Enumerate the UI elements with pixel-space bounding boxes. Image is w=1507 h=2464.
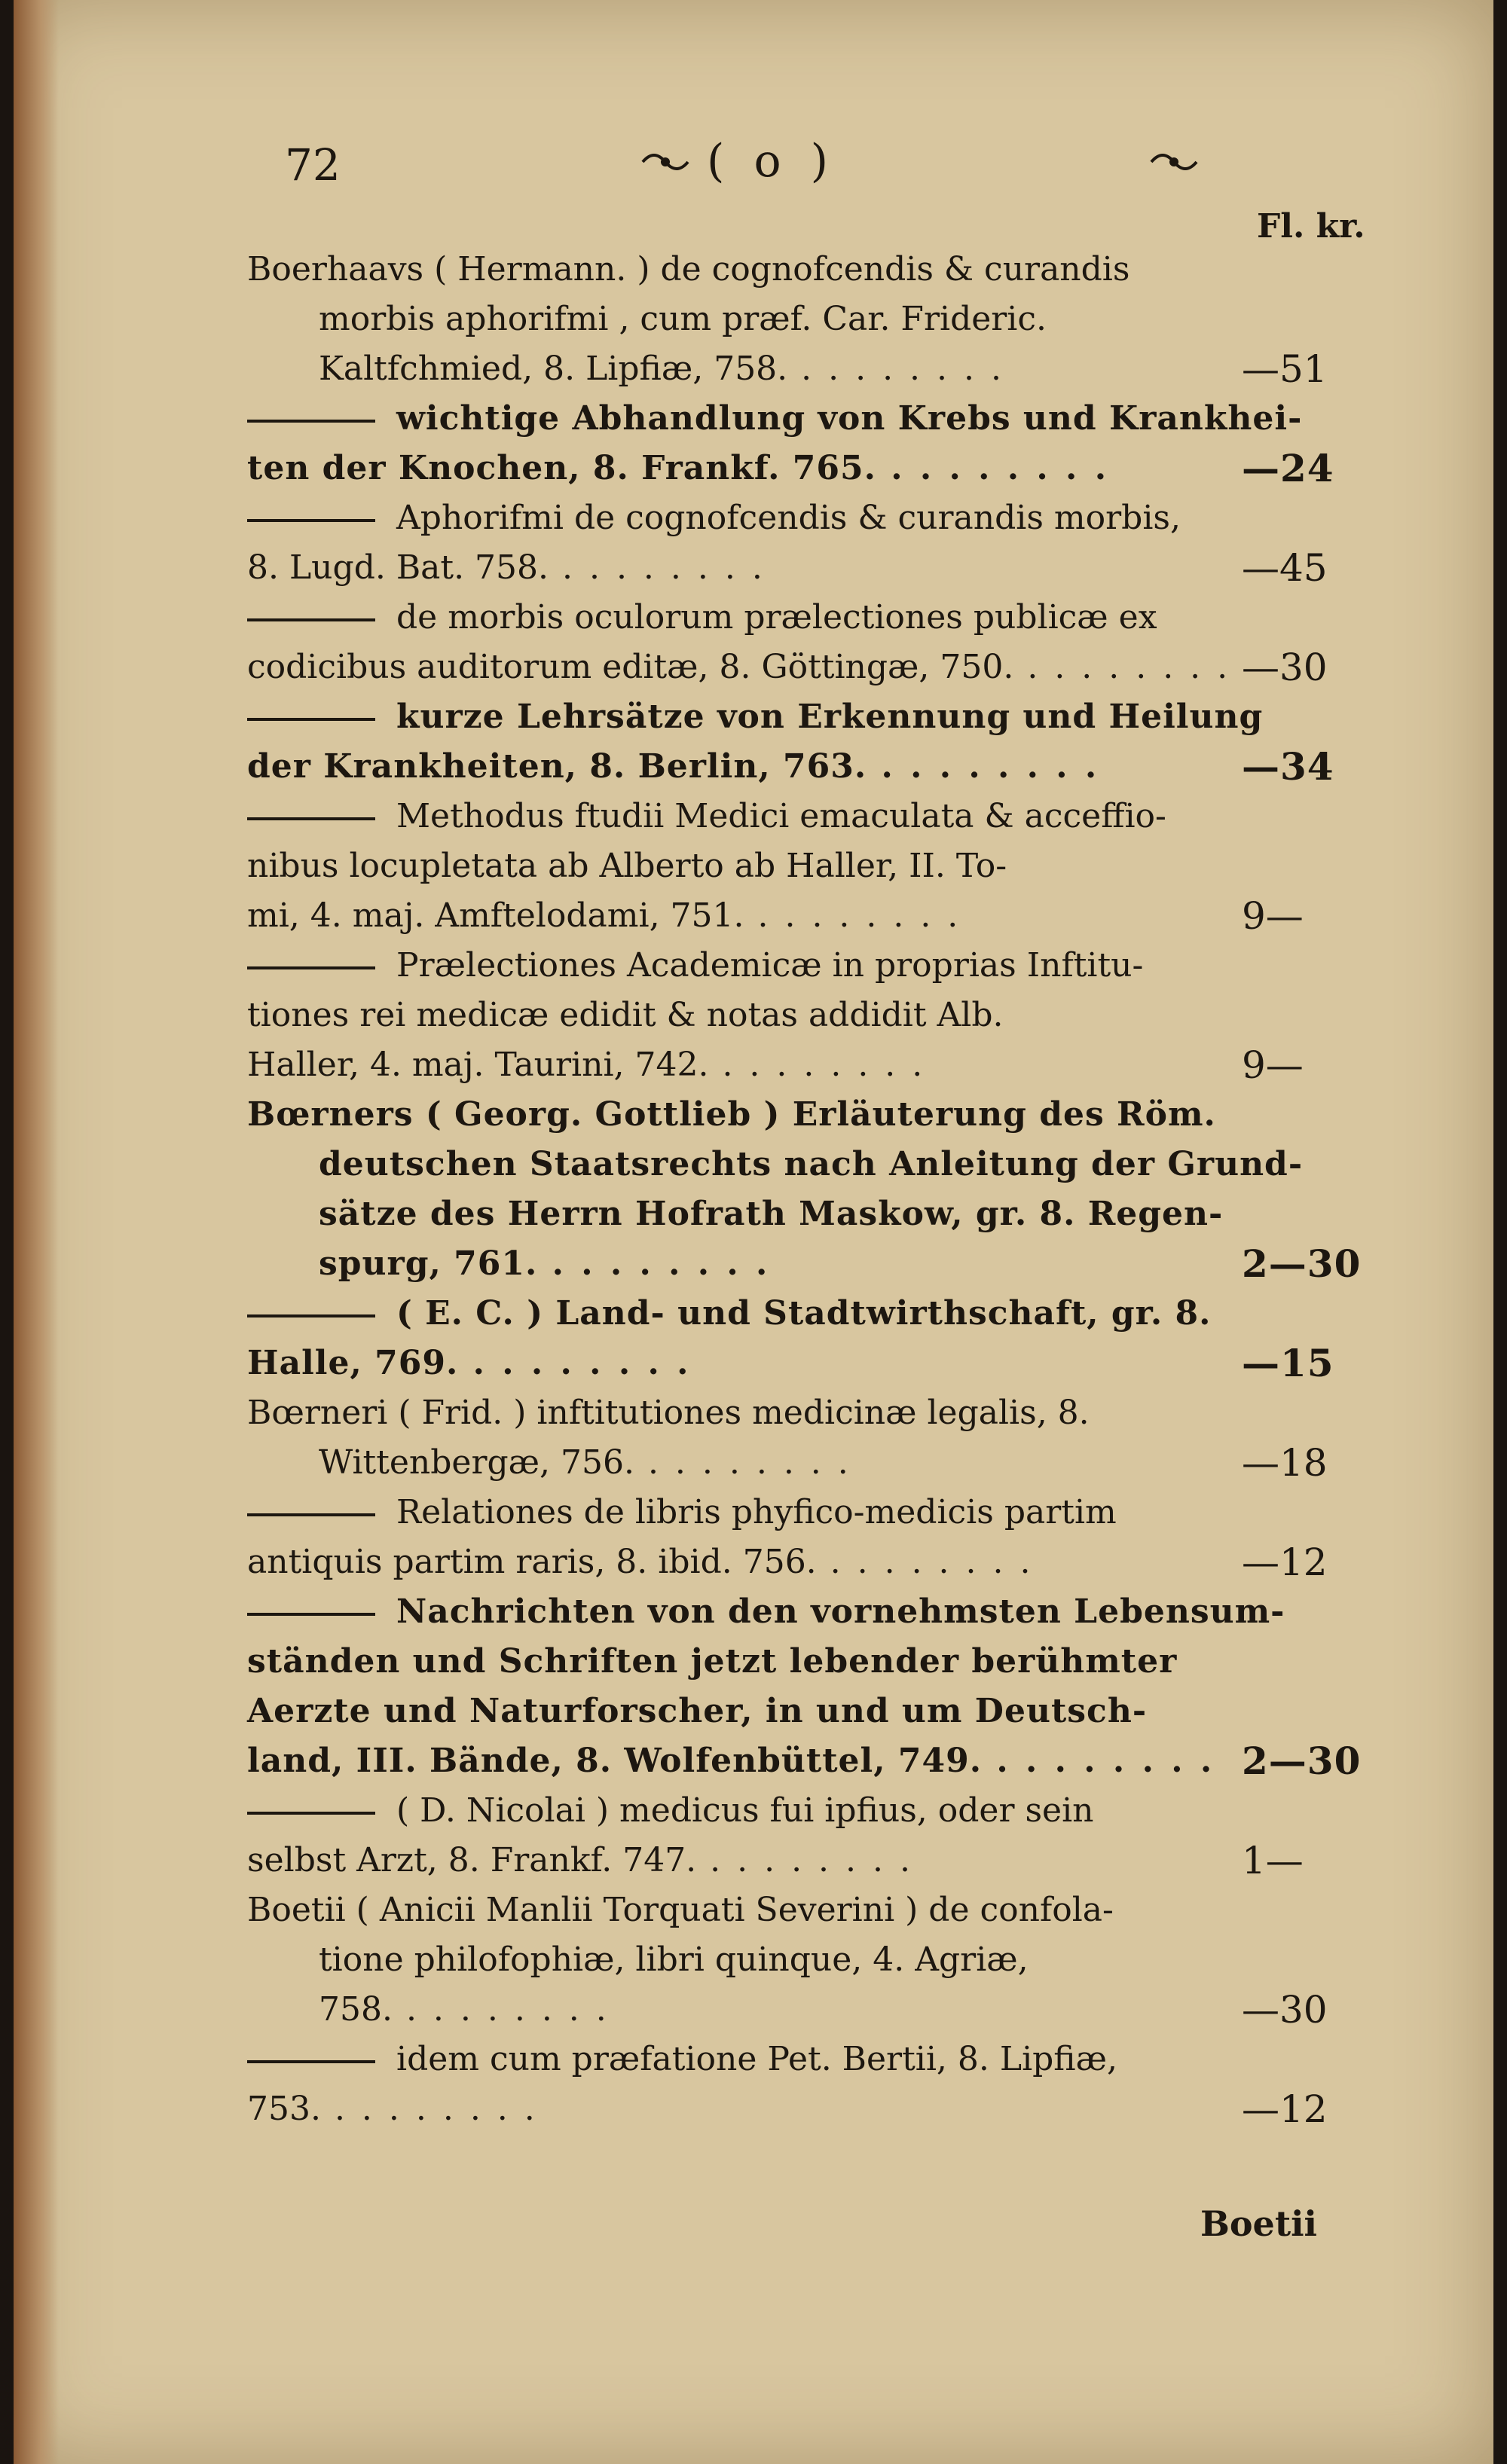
leader-dots: . . . . . . . . — [696, 1841, 913, 1879]
entry-line — [247, 1239, 1377, 1289]
entry-line — [247, 1289, 1377, 1339]
entry-text: 8. Lugd. Bat. 758. — [247, 548, 549, 587]
entry-price: 2—30 — [1242, 1739, 1362, 1783]
entry-price: —45 — [1242, 546, 1328, 590]
leader-dots: . . . . . . . . — [634, 1443, 851, 1482]
ditto-dash — [247, 966, 375, 969]
entry-line — [247, 1090, 1377, 1140]
entry-text: ( E. C. ) Land- und Stadtwirthschaft, gr. 8. — [396, 1294, 1212, 1333]
entry-line — [247, 891, 1377, 941]
entry-line — [247, 1935, 1377, 1985]
leader-dots: . . . . . . . . — [876, 449, 1110, 487]
entry-line — [247, 1438, 1377, 1488]
catalog-entry — [247, 1885, 1377, 2035]
entry-line — [247, 1786, 1377, 1836]
entry-line — [247, 2035, 1377, 2084]
catalog-entry — [247, 1090, 1377, 1289]
entry-price: 9— — [1242, 1043, 1304, 1087]
catalog-entry — [247, 493, 1377, 593]
catalog-entry — [247, 941, 1377, 1090]
entry-line — [247, 344, 1377, 394]
entry-text: morbis aphorifmi , cum præf. Car. Frideric. — [319, 300, 1047, 338]
entry-text: mi, 4. maj. Amftelodami, 751. — [247, 896, 744, 935]
currency-header: Fl. kr. — [1257, 207, 1365, 246]
entry-text: ten der Knochen, 8. Frankf. 765. — [247, 449, 876, 487]
entry-text: wichtige Abhandlung von Krebs und Krankhei- — [396, 399, 1303, 438]
running-head: ( o ) — [707, 135, 836, 188]
page-header — [285, 132, 1038, 200]
entry-line — [247, 1985, 1377, 2035]
entry-line — [247, 2084, 1377, 2134]
leader-dots: . . . . . . . . — [1013, 648, 1231, 686]
ditto-dash — [247, 519, 375, 522]
catalog-entry — [247, 245, 1377, 394]
catalog-entry — [247, 1388, 1377, 1488]
entry-text: Halle, 769. — [247, 1344, 459, 1382]
ditto-dash — [247, 718, 375, 721]
entry-line — [247, 394, 1377, 444]
ditto-dash — [247, 1314, 375, 1317]
entry-text: selbst Arzt, 8. Frankf. 747. — [247, 1841, 697, 1879]
entry-line — [247, 1140, 1377, 1189]
entry-line — [247, 1637, 1377, 1687]
entry-line — [247, 1339, 1377, 1388]
ornament-left-icon — [639, 147, 692, 177]
ornament-right-icon — [1148, 147, 1200, 177]
entry-text: Aphorifmi de cognofcendis & curandis morbis, — [396, 499, 1181, 537]
entry-line — [247, 444, 1377, 493]
entry-text: ( D. Nicolai ) medicus fui ipfius, oder sein — [396, 1791, 1094, 1830]
catchword: Boetii — [1200, 2203, 1318, 2244]
entry-text: tione philofophiæ, libri quinque, 4. Agriæ, — [319, 1940, 1029, 1979]
entry-text: Methodus ftudii Medici emaculata & acceffio- — [396, 797, 1166, 835]
entry-text: kurze Lehrsätze von Erkennung und Heilung — [396, 698, 1264, 736]
entry-text: idem cum præfatione Pet. Bertii, 8. Lipfiæ, — [396, 2040, 1117, 2078]
leader-dots: . . . . . . . . — [787, 350, 1004, 388]
leader-dots: . . . . . . . . — [537, 1244, 771, 1283]
entry-text: 758. — [319, 1990, 393, 2029]
leader-dots: . . . . . . . . — [744, 896, 961, 935]
catalog-entry — [247, 593, 1377, 692]
entry-price: —30 — [1242, 646, 1328, 689]
entry-line — [247, 841, 1377, 891]
entry-text: der Krankheiten, 8. Berlin, 763. — [247, 747, 867, 786]
catalog-entry — [247, 1488, 1377, 1587]
entry-text: codicibus auditorum editæ, 8. Göttingæ, 750. — [247, 648, 1014, 686]
entry-line — [247, 1885, 1377, 1935]
ditto-dash — [247, 817, 375, 820]
entry-line — [247, 1488, 1377, 1537]
entry-text: sätze des Herrn Hofrath Maskow, gr. 8. Regen- — [319, 1195, 1224, 1233]
catalog-entry — [247, 792, 1377, 941]
entry-line — [247, 941, 1377, 991]
entry-price: —12 — [1242, 1540, 1328, 1584]
page-spine-shadow — [14, 0, 59, 2464]
entry-price: 1— — [1242, 1839, 1304, 1882]
entry-line — [247, 1736, 1377, 1786]
ditto-dash — [247, 1812, 375, 1815]
entry-line — [247, 643, 1377, 692]
entry-price: —34 — [1242, 744, 1334, 789]
leader-dots: . . . . . . . . — [458, 1344, 692, 1382]
entry-line — [247, 692, 1377, 742]
catalog-entry — [247, 1786, 1377, 1885]
entry-text: Nachrichten von den vornehmsten Lebensum- — [396, 1592, 1285, 1631]
catalog-entry — [247, 692, 1377, 792]
entry-price: 2—30 — [1242, 1241, 1362, 1286]
entry-line — [247, 543, 1377, 593]
entry-line — [247, 1537, 1377, 1587]
entry-line — [247, 1388, 1377, 1438]
ditto-dash — [247, 420, 375, 423]
leader-dots: . . . . . . . . — [816, 1543, 1034, 1581]
entry-text: deutschen Staatsrechts nach Anleitung der Grund- — [319, 1145, 1304, 1183]
entry-text: Aerzte und Naturforscher, in und um Deutsch- — [247, 1692, 1148, 1730]
catalog-entry — [247, 1289, 1377, 1388]
entry-price: 9— — [1242, 894, 1304, 938]
leader-dots: . . . . . . . . — [708, 1046, 926, 1084]
ditto-dash — [247, 2060, 375, 2063]
entry-text: ständen und Schriften jetzt lebender berühmter — [247, 1642, 1178, 1681]
leader-dots: . . . . . . . . — [549, 548, 766, 587]
entry-text: Kaltfchmied, 8. Lipfiæ, 758. — [319, 350, 788, 388]
entry-text: spurg, 761. — [319, 1244, 538, 1283]
leader-dots: . . . . . . . . — [320, 2090, 538, 2128]
entry-text: Wittenbergæ, 756. — [319, 1443, 634, 1482]
ditto-dash — [247, 618, 375, 621]
entry-text: nibus locupletata ab Alberto ab Haller, II. To- — [247, 847, 1007, 885]
entry-line — [247, 1587, 1377, 1637]
entry-text: Boetii ( Anicii Manlii Torquati Severini ) de confola- — [247, 1891, 1114, 1929]
entry-text: land, III. Bände, 8. Wolfenbüttel, 749. — [247, 1742, 983, 1780]
entry-text: Relationes de libris phyfico-medicis partim — [396, 1493, 1117, 1531]
entry-line — [247, 991, 1377, 1040]
catalog-entry — [247, 2035, 1377, 2134]
entry-text: antiquis partim raris, 8. ibid. 756. — [247, 1543, 817, 1581]
entry-line — [247, 493, 1377, 543]
catalog-entry — [247, 394, 1377, 493]
leader-dots: . . . . . . . . — [982, 1742, 1215, 1780]
entry-line — [247, 1189, 1377, 1239]
entry-text: Bœrners ( Georg. Gottlieb ) Erläuterung des Röm. — [247, 1095, 1216, 1134]
entry-line — [247, 1040, 1377, 1090]
entry-line — [247, 742, 1377, 792]
page-number: 72 — [285, 139, 341, 191]
entry-text: Boerhaavs ( Hermann. ) de cognofcendis & curandis — [247, 250, 1130, 289]
entry-text: Prælectiones Academicæ in proprias Inftitu- — [396, 946, 1144, 985]
entry-text: 753. — [247, 2090, 321, 2128]
book-page — [14, 0, 1493, 2464]
leader-dots: . . . . . . . . — [392, 1990, 610, 2029]
ditto-dash — [247, 1613, 375, 1616]
ditto-dash — [247, 1513, 375, 1516]
leader-dots: . . . . . . . . — [867, 747, 1100, 786]
entry-text: Bœrneri ( Frid. ) inftitutiones medicinæ legalis, 8. — [247, 1394, 1090, 1432]
entry-text: Haller, 4. maj. Taurini, 742. — [247, 1046, 709, 1084]
entry-price: —51 — [1242, 347, 1328, 391]
entry-price: —15 — [1242, 1341, 1334, 1385]
entry-price: —30 — [1242, 1988, 1328, 2032]
entry-price: —24 — [1242, 446, 1334, 490]
entry-line — [247, 1836, 1377, 1885]
entry-line — [247, 792, 1377, 841]
catalog-entry — [247, 1587, 1377, 1786]
entry-text: tiones rei medicæ edidit & notas addidit Alb. — [247, 996, 1004, 1034]
entry-price: —12 — [1242, 2087, 1328, 2131]
entry-line — [247, 1687, 1377, 1736]
entry-line — [247, 593, 1377, 643]
entry-line — [247, 245, 1377, 295]
catalog-entries — [247, 245, 1377, 2134]
entry-line — [247, 295, 1377, 344]
entry-text: de morbis oculorum prælectiones publicæ ex — [396, 598, 1157, 637]
entry-price: —18 — [1242, 1441, 1328, 1485]
